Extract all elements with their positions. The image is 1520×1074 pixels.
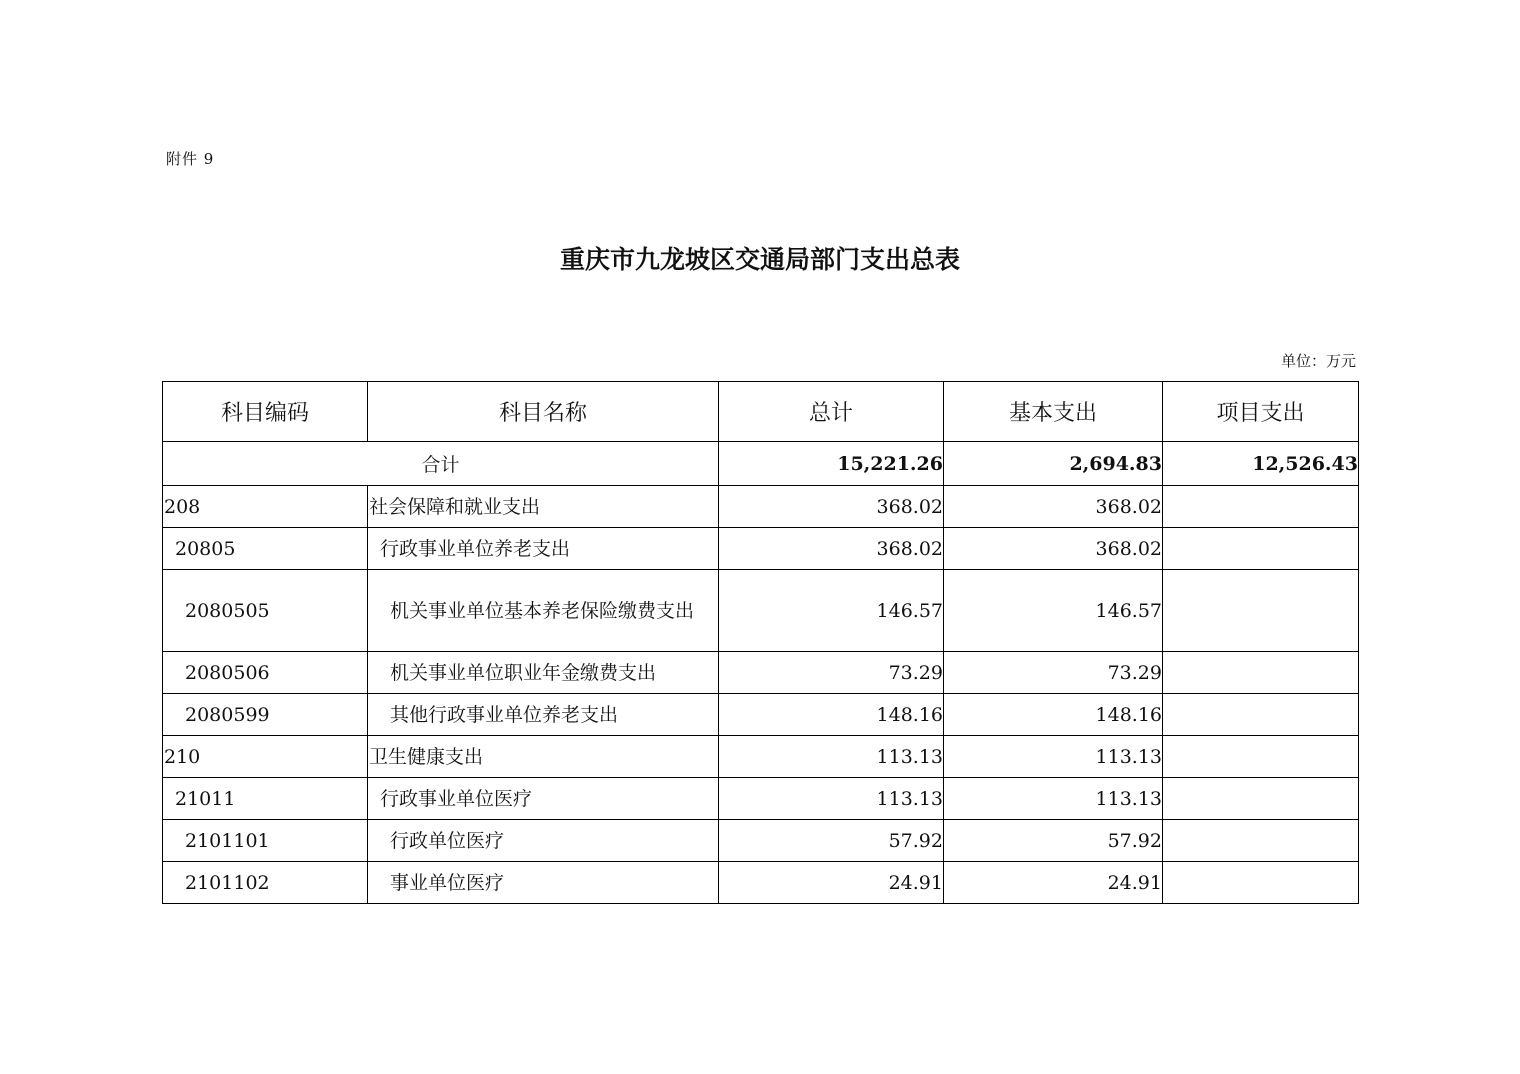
row-project [1163,570,1359,652]
row-name-text: 行政单位医疗 [390,829,505,852]
expenditure-table [162,381,1359,904]
row-basic: 113.13 [944,778,1163,820]
row-total: 113.13 [719,736,944,778]
total-sum: 15,221.26 [719,442,944,486]
row-basic: 113.13 [944,736,1163,778]
row-basic: 24.91 [944,862,1163,904]
row-basic: 368.02 [944,528,1163,570]
row-name [368,528,719,570]
total-label: 合计 [163,442,719,486]
table-row [163,736,1359,778]
header-total: 总计 [719,382,944,442]
row-total: 368.02 [719,486,944,528]
row-code: 208 [163,486,368,528]
table-row [163,570,1359,652]
row-name-text: 社会保障和就业支出 [369,495,541,518]
table-row [163,862,1359,904]
row-code: 2080599 [163,694,368,736]
row-name [368,778,719,820]
header-basic-expenditure: 基本支出 [944,382,1163,442]
row-code: 2101101 [163,820,368,862]
row-total: 146.57 [719,570,944,652]
row-code: 21011 [163,778,368,820]
row-total: 24.91 [719,862,944,904]
row-code: 2080506 [163,652,368,694]
row-name [368,652,719,694]
row-name-text: 卫生健康支出 [369,745,484,768]
row-name [368,736,719,778]
row-code: 210 [163,736,368,778]
page-title: 重庆市九龙坡区交通局部门支出总表 [559,245,960,274]
row-project [1163,652,1359,694]
total-row [163,442,1359,486]
attachment-label: 附件 9 [166,150,215,168]
header-project-expenditure: 项目支出 [1163,382,1359,442]
row-total: 57.92 [719,820,944,862]
row-name [368,862,719,904]
row-code: 20805 [163,528,368,570]
row-name-text: 事业单位医疗 [390,871,505,894]
row-project [1163,736,1359,778]
row-basic: 368.02 [944,486,1163,528]
row-name-text: 机关事业单位基本养老保险缴费支出 [390,599,695,622]
row-basic: 57.92 [944,820,1163,862]
table-row [163,778,1359,820]
total-project: 12,526.43 [1163,442,1359,486]
header-subject-code: 科目编码 [163,382,368,442]
row-basic: 146.57 [944,570,1163,652]
row-name-text: 机关事业单位职业年金缴费支出 [390,661,657,684]
row-total: 148.16 [719,694,944,736]
row-name [368,820,719,862]
table-row [163,820,1359,862]
row-total: 368.02 [719,528,944,570]
row-name-text: 行政事业单位养老支出 [380,537,571,560]
row-total: 113.13 [719,778,944,820]
table-row [163,694,1359,736]
row-name [368,486,719,528]
row-project [1163,778,1359,820]
table-row [163,652,1359,694]
row-name [368,694,719,736]
row-code: 2101102 [163,862,368,904]
row-project [1163,528,1359,570]
row-code: 2080505 [163,570,368,652]
row-basic: 73.29 [944,652,1163,694]
row-project [1163,862,1359,904]
row-project [1163,820,1359,862]
header-subject-name: 科目名称 [368,382,719,442]
row-name [368,570,719,652]
table-row [163,528,1359,570]
row-project [1163,694,1359,736]
row-name-text: 其他行政事业单位养老支出 [390,703,619,726]
row-name-text: 行政事业单位医疗 [380,787,533,810]
total-basic: 2,694.83 [944,442,1163,486]
unit-label: 单位：万元 [1280,352,1356,370]
row-project [1163,486,1359,528]
table-header-row [163,382,1359,442]
table-row [163,486,1359,528]
row-total: 73.29 [719,652,944,694]
row-basic: 148.16 [944,694,1163,736]
